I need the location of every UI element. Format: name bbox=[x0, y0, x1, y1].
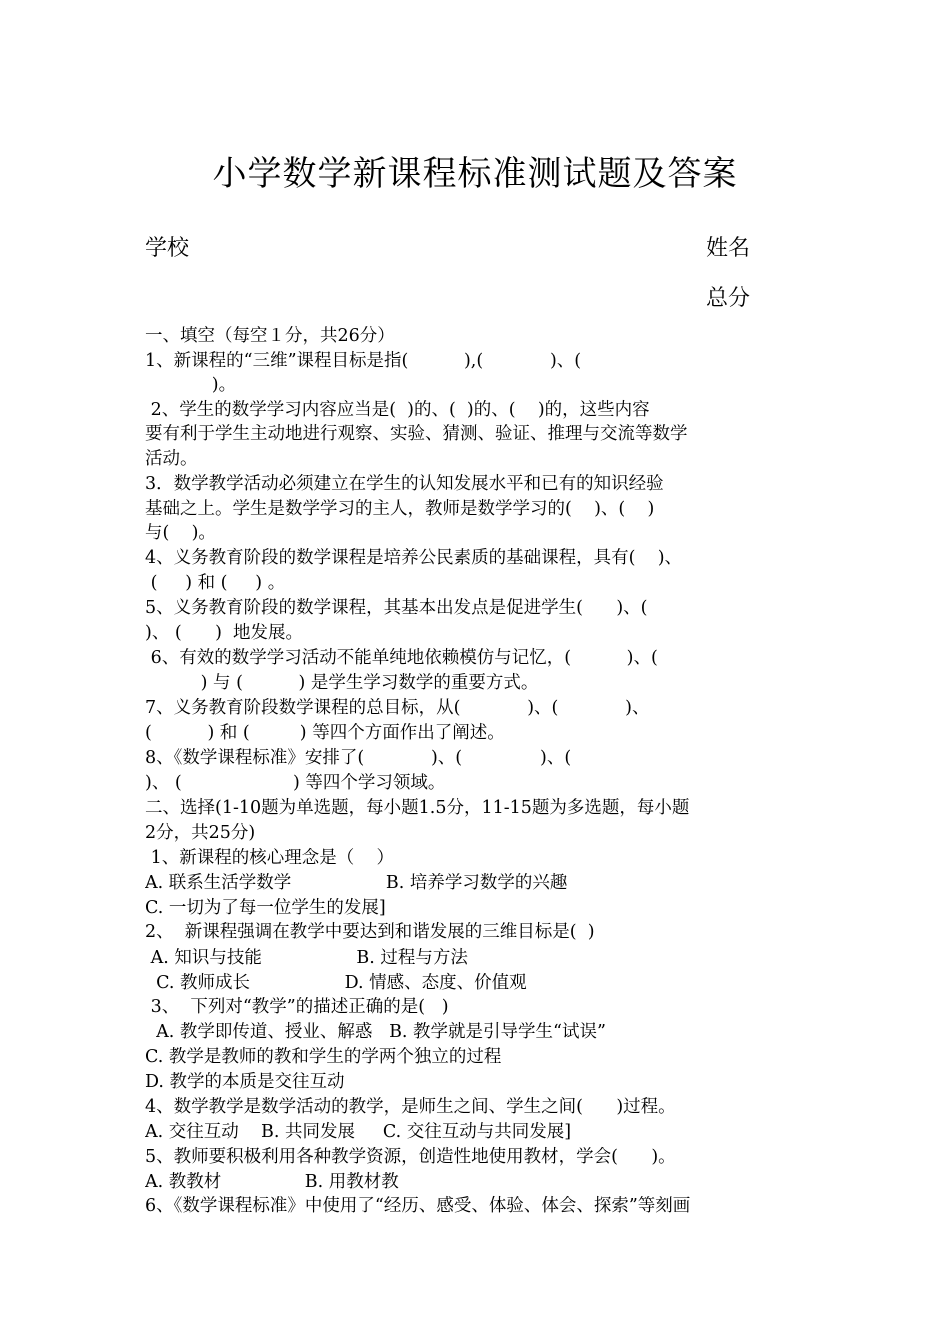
text-line: 8、《数学课程标准》安排了( )、( )、( bbox=[145, 748, 572, 768]
document-title: 小学数学新课程标准测试题及答案 bbox=[212, 154, 738, 194]
text-line: 一、填空（每空１分，共26分） bbox=[145, 326, 395, 346]
text-line: )、 ( ) 等四个学习领域。 bbox=[145, 773, 446, 793]
text-line: 1、新课程的“三维”课程目标是指( ),( )、( bbox=[145, 351, 582, 371]
text-line: A. 教教材 B. 用教材教 bbox=[145, 1172, 399, 1192]
text-line: 1、新课程的核心理念是（ ） bbox=[145, 848, 394, 868]
text-line: 4、数学教学是数学活动的教学，是师生之间、学生之间( )过程。 bbox=[145, 1097, 676, 1117]
text-line: ( ) 和 ( ) 。 bbox=[145, 573, 286, 593]
text-line: ( ) 和 ( ) 等四个方面作出了阐述。 bbox=[145, 723, 505, 743]
text-line: A. 联系生活学数学 B. 培养学习数学的兴趣 bbox=[145, 873, 568, 893]
text-line: C. 教师成长 D. 情感、态度、价值观 bbox=[145, 973, 527, 993]
text-line: 5、义务教育阶段的数学课程，其基本出发点是促进学生( )、( bbox=[145, 598, 648, 618]
text-line: 6、《数学课程标准》中使用了“经历、感受、体验、体会、探索”等刻画 bbox=[145, 1196, 691, 1216]
text-line: 3、 下列对“教学”的描述正确的是( ) bbox=[145, 997, 449, 1017]
text-line: 5、教师要积极利用各种教学资源，创造性地使用教材，学会( )。 bbox=[145, 1147, 676, 1167]
name-label: 姓名 bbox=[706, 236, 751, 261]
school-label: 学校 bbox=[145, 236, 190, 261]
text-line: )。 bbox=[145, 375, 237, 395]
text-line: 与( )。 bbox=[145, 523, 216, 543]
text-line: 二、选择(1-10题为单选题，每小题1.5分，11-15题为多选题，每小题 bbox=[145, 798, 690, 818]
text-line: A. 知识与技能 B. 过程与方法 bbox=[145, 948, 468, 968]
text-line: 活动。 bbox=[145, 449, 198, 469]
text-line: C. 一切为了每一位学生的发展] bbox=[145, 898, 386, 918]
text-line: 2、 新课程强调在教学中要达到和谐发展的三维目标是( ) bbox=[145, 922, 595, 942]
text-line: 2分，共25分) bbox=[145, 823, 256, 843]
text-line: 要有利于学生主动地进行观察、实验、猜测、验证、推理与交流等数学 bbox=[145, 424, 688, 444]
total-score-label: 总分 bbox=[706, 286, 751, 311]
text-line: )、 ( ) 地发展。 bbox=[145, 623, 304, 643]
text-line: 4、义务教育阶段的数学课程是培养公民素质的基础课程，具有( )、 bbox=[145, 548, 683, 568]
text-line: A. 交往互动 B. 共同发展 C. 交往互动与共同发展] bbox=[145, 1122, 572, 1142]
text-line: 基础之上。学生是数学学习的主人，教师是数学学习的( )、( ) bbox=[145, 499, 655, 519]
text-line: 7、义务教育阶段数学课程的总目标，从( )、( )、 bbox=[145, 698, 650, 718]
text-line: 2、学生的数学学习内容应当是( )的、( )的、( )的，这些内容 bbox=[145, 400, 650, 420]
text-line: C. 教学是教师的教和学生的学两个独立的过程 bbox=[145, 1047, 502, 1067]
text-line: ) 与 ( ) 是学生学习数学的重要方式。 bbox=[145, 673, 539, 693]
text-line: A. 教学即传道、授业、解惑 B. 教学就是引导学生“试误” bbox=[145, 1022, 606, 1042]
text-line: 6、有效的数学学习活动不能单纯地依赖模仿与记忆，( )、( bbox=[145, 648, 658, 668]
text-line: D. 教学的本质是交往互动 bbox=[145, 1072, 345, 1092]
text-line: 3．数学教学活动必须建立在学生的认知发展水平和已有的知识经验 bbox=[145, 474, 664, 494]
